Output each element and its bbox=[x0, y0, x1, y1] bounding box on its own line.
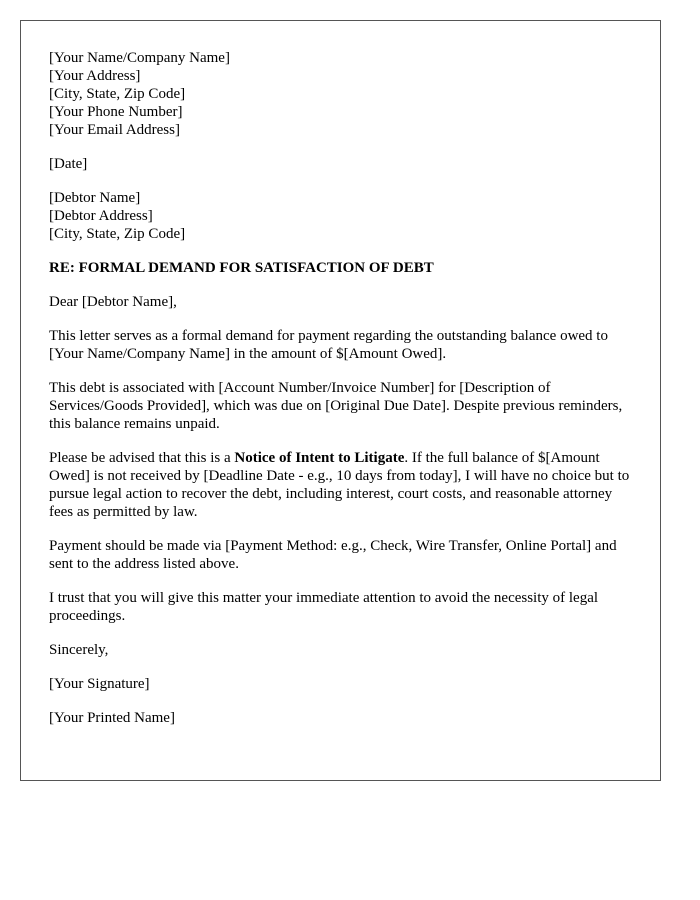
intent-text-after: . If the full balance of $[Amount Owed] is not received by [Deadline Date - e.g., 10 days from today], I will have no choice but to pursue legal action to recover the debt, including interest, court costs, and reasonable attorney fees as permitted by law. bbox=[49, 450, 630, 520]
letter-date: [Date] bbox=[49, 156, 88, 172]
subject-line: RE: FORMAL DEMAND FOR SATISFACTION OF DEBT bbox=[49, 260, 434, 276]
sender-email: [Your Email Address] bbox=[49, 122, 180, 138]
closing: Sincerely, bbox=[49, 642, 109, 658]
salutation: Dear [Debtor Name], bbox=[49, 294, 177, 310]
recipient-name: [Debtor Name] bbox=[49, 190, 141, 206]
paragraph-closing-request: I trust that you will give this matter your immediate attention to avoid the necessity of legal proceedings. bbox=[49, 590, 599, 624]
sender-city-state-zip: [City, State, Zip Code] bbox=[49, 86, 186, 102]
recipient-block bbox=[49, 189, 632, 243]
paragraph-payment-method: Payment should be made via [Payment Method: e.g., Check, Wire Transfer, Online Portal] and sent to the address listed above. bbox=[49, 538, 617, 572]
sender-phone: [Your Phone Number] bbox=[49, 104, 183, 120]
intent-text-before: Please be advised that this is a bbox=[49, 450, 235, 466]
signature: [Your Signature] bbox=[49, 676, 150, 692]
paragraph-demand: This letter serves as a formal demand for payment regarding the outstanding balance owed to [Your Name/Company Name] in the amount of $[Amount Owed]. bbox=[49, 328, 608, 362]
sender-block bbox=[49, 49, 632, 139]
recipient-city-state-zip: [City, State, Zip Code] bbox=[49, 226, 186, 242]
letter-document bbox=[20, 20, 661, 781]
printed-name: [Your Printed Name] bbox=[49, 710, 175, 726]
paragraph-intent-to-litigate bbox=[49, 449, 632, 521]
intent-bold-notice: Notice of Intent to Litigate bbox=[234, 450, 405, 466]
sender-name: [Your Name/Company Name] bbox=[49, 50, 230, 66]
sender-address: [Your Address] bbox=[49, 68, 141, 84]
paragraph-debt-details: This debt is associated with [Account Number/Invoice Number] for [Description of Services/Goods Provided], which was due on [Original Due Date]. Despite previous reminders, this balance remains unpaid. bbox=[49, 380, 623, 432]
recipient-address: [Debtor Address] bbox=[49, 208, 153, 224]
date-block bbox=[49, 155, 632, 173]
